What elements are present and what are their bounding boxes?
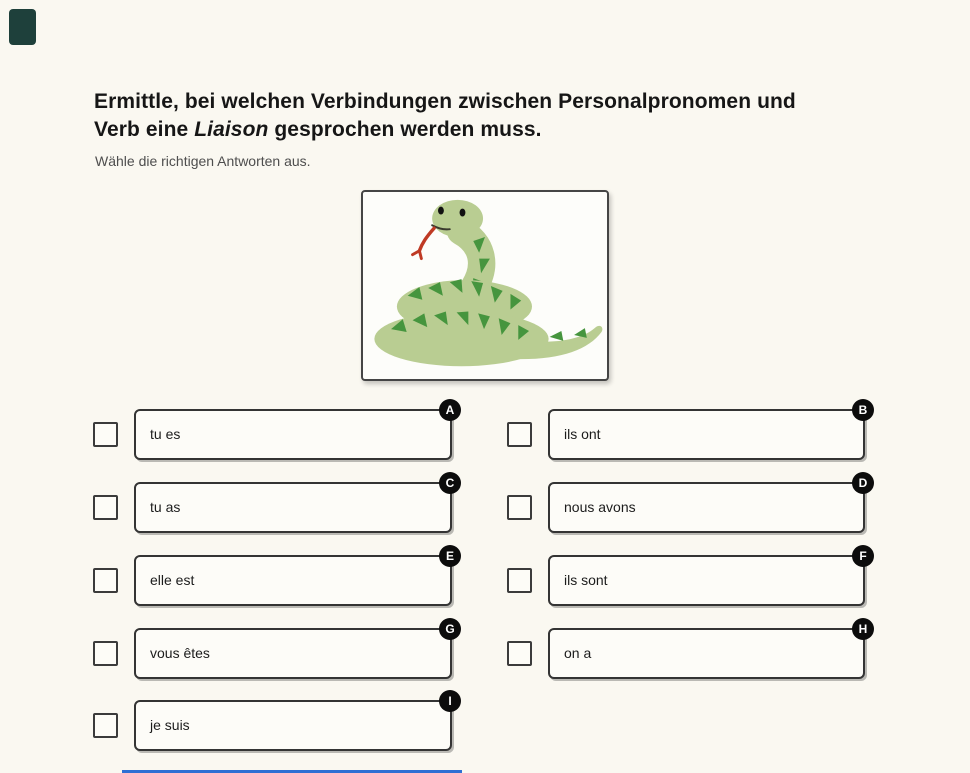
answer-label: tu as xyxy=(150,499,181,515)
corner-logo-icon xyxy=(9,9,36,45)
task-title-line1: Ermittle, bei welchen Verbindungen zwischen Personalpronomen und xyxy=(94,90,796,113)
answer-option-b[interactable] xyxy=(507,403,868,460)
answer-label: vous êtes xyxy=(150,645,210,661)
answer-letter-badge: H xyxy=(852,618,874,640)
answer-box[interactable] xyxy=(134,476,455,533)
answer-letter-badge: A xyxy=(439,399,461,421)
answer-checkbox[interactable] xyxy=(93,495,118,520)
task-instruction: Wähle die richtigen Antworten aus. xyxy=(95,153,311,169)
answer-label: ils sont xyxy=(564,572,608,588)
answer-box[interactable] xyxy=(134,694,452,751)
answer-box[interactable] xyxy=(134,622,455,679)
answer-checkbox[interactable] xyxy=(93,641,118,666)
answer-option-e[interactable] xyxy=(93,549,454,606)
answer-box[interactable] xyxy=(548,403,868,460)
answer-letter-badge: G xyxy=(439,618,461,640)
illustration-card xyxy=(361,190,609,381)
answer-option-c[interactable] xyxy=(93,476,455,533)
task-title-line2-pre: Verb eine xyxy=(94,118,195,141)
answer-option-g[interactable] xyxy=(93,622,455,679)
answer-checkbox[interactable] xyxy=(93,422,118,447)
answer-letter-badge: E xyxy=(439,545,461,567)
answer-box[interactable] xyxy=(548,549,867,606)
snake-illustration-icon xyxy=(363,192,607,379)
answer-label: ils ont xyxy=(564,426,601,442)
answer-label: nous avons xyxy=(564,499,636,515)
answer-checkbox[interactable] xyxy=(507,641,532,666)
task-title-line2-post: gesprochen werden muss. xyxy=(268,118,542,141)
answer-checkbox[interactable] xyxy=(93,713,118,738)
answer-letter-badge: D xyxy=(852,472,874,494)
answer-checkbox[interactable] xyxy=(507,422,532,447)
answer-option-i[interactable] xyxy=(93,694,452,751)
answer-letter-badge: C xyxy=(439,472,461,494)
answer-label: elle est xyxy=(150,572,195,588)
answer-box[interactable] xyxy=(134,549,454,606)
answer-option-f[interactable] xyxy=(507,549,867,606)
answer-checkbox[interactable] xyxy=(93,568,118,593)
answer-label: je suis xyxy=(150,717,190,733)
answer-option-a[interactable] xyxy=(93,403,455,460)
task-title-italic-term: Liaison xyxy=(194,118,269,141)
answer-label: tu es xyxy=(150,426,181,442)
task-title xyxy=(94,88,894,144)
answer-letter-badge: F xyxy=(852,545,874,567)
answer-letter-badge: B xyxy=(852,399,874,421)
answer-box[interactable] xyxy=(134,403,455,460)
answer-checkbox[interactable] xyxy=(507,495,532,520)
answer-box[interactable] xyxy=(548,476,868,533)
answer-option-d[interactable] xyxy=(507,476,868,533)
answer-letter-badge: I xyxy=(439,690,461,712)
answer-option-h[interactable] xyxy=(507,622,868,679)
answer-checkbox[interactable] xyxy=(507,568,532,593)
answer-label: on a xyxy=(564,645,592,661)
answer-box[interactable] xyxy=(548,622,868,679)
